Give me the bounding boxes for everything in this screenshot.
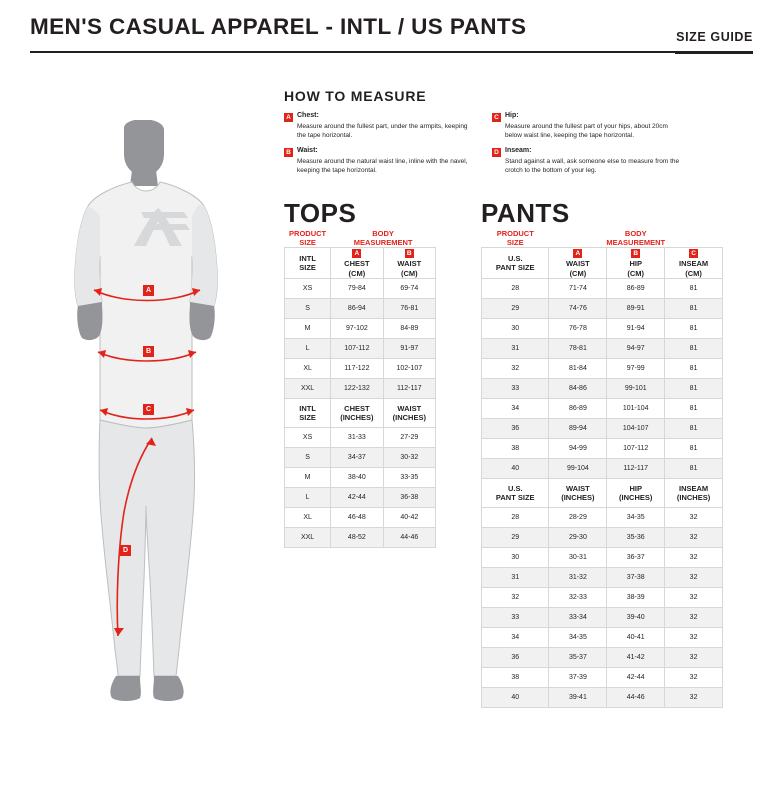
col-line2: (INCHES) bbox=[676, 493, 711, 502]
pants-table-body bbox=[482, 228, 723, 708]
cell-hip: 97-99 bbox=[607, 359, 665, 379]
how-to-item-desc: Stand against a wall, ask someone else to measure from the crotch to the bottom of your leg. bbox=[505, 158, 680, 174]
cell-waist: 84-86 bbox=[549, 379, 607, 399]
col-line1: INSEAM bbox=[678, 483, 709, 493]
table-row bbox=[482, 628, 723, 648]
cell-inseam: 81 bbox=[665, 419, 723, 439]
table-row bbox=[285, 488, 436, 508]
table-row bbox=[482, 359, 723, 379]
cell-inseam: 32 bbox=[665, 588, 723, 608]
cell-inseam: 32 bbox=[665, 528, 723, 548]
figure-label-hip: C bbox=[143, 404, 154, 415]
table-row bbox=[482, 379, 723, 399]
chest-badge-icon: A bbox=[284, 113, 293, 122]
tops-in-col-chest bbox=[331, 399, 383, 428]
cell-hip: 99-101 bbox=[607, 379, 665, 399]
col-line2: PANT SIZE bbox=[495, 493, 535, 502]
cell-size: 36 bbox=[482, 419, 549, 439]
table-row bbox=[285, 468, 436, 488]
tops-body-line2: MEASUREMENT bbox=[353, 237, 413, 247]
how-to-item-label: Waist: bbox=[297, 147, 318, 154]
cell-size: 33 bbox=[482, 379, 549, 399]
pants-in-col-waist bbox=[549, 479, 607, 508]
table-row bbox=[482, 299, 723, 319]
cell-hip: 42-44 bbox=[607, 668, 665, 688]
table-row bbox=[285, 508, 436, 528]
cell-waist: 71-74 bbox=[549, 279, 607, 299]
cell-chest: 48-52 bbox=[331, 528, 383, 548]
table-row bbox=[285, 448, 436, 468]
table-row bbox=[482, 568, 723, 588]
cell-size: 28 bbox=[482, 279, 549, 299]
col-line1: WAIST bbox=[397, 259, 422, 268]
cell-waist: 102-107 bbox=[383, 359, 435, 379]
cell-size: 30 bbox=[482, 548, 549, 568]
tops-product-size-line1: PRODUCT bbox=[289, 228, 327, 238]
cell-waist: 44-46 bbox=[383, 528, 435, 548]
how-to-measure-column-left bbox=[284, 112, 474, 182]
cell-chest: 79-84 bbox=[331, 279, 383, 299]
cell-size: 31 bbox=[482, 339, 549, 359]
hip-badge-icon: C bbox=[492, 113, 501, 122]
pants-cm-col-waist bbox=[549, 248, 607, 279]
cell-waist: 27-29 bbox=[383, 428, 435, 448]
how-to-measure-column-right bbox=[492, 112, 682, 182]
table-row bbox=[482, 588, 723, 608]
page-title: MEN'S CASUAL APPAREL - INTL / US PANTS bbox=[30, 14, 527, 39]
col-line2: PANT SIZE bbox=[495, 263, 535, 272]
col-line2: (INCHES) bbox=[340, 413, 374, 422]
table-row bbox=[482, 439, 723, 459]
cell-waist: 37-39 bbox=[549, 668, 607, 688]
cell-size: XXL bbox=[285, 528, 331, 548]
pants-header-row bbox=[482, 228, 723, 248]
cell-waist: 30-31 bbox=[549, 548, 607, 568]
cell-hip: 107-112 bbox=[607, 439, 665, 459]
cell-hip: 112-117 bbox=[607, 459, 665, 479]
table-row bbox=[482, 688, 723, 708]
cell-size: 33 bbox=[482, 608, 549, 628]
cell-size: 40 bbox=[482, 459, 549, 479]
col-line1: WAIST bbox=[566, 483, 590, 493]
cell-chest: 31-33 bbox=[331, 428, 383, 448]
cell-inseam: 81 bbox=[665, 299, 723, 319]
figure-label-waist: B bbox=[143, 346, 154, 357]
pants-product-size-header bbox=[482, 228, 549, 248]
size-guide-underline bbox=[675, 51, 753, 54]
cell-chest: 46-48 bbox=[331, 508, 383, 528]
table-row bbox=[482, 319, 723, 339]
cell-waist: 35-37 bbox=[549, 648, 607, 668]
pants-cm-column-header-row bbox=[482, 248, 723, 279]
tops-header-row bbox=[285, 228, 436, 248]
cell-waist: 33-34 bbox=[549, 608, 607, 628]
cell-size: 36 bbox=[482, 648, 549, 668]
cell-size: S bbox=[285, 299, 331, 319]
cell-hip: 41-42 bbox=[607, 648, 665, 668]
cell-size: XS bbox=[285, 279, 331, 299]
mannequin-svg bbox=[36, 120, 266, 720]
waist-letter-icon: A bbox=[573, 249, 582, 258]
cell-size: 40 bbox=[482, 688, 549, 708]
cell-size: 32 bbox=[482, 588, 549, 608]
cell-hip: 94-97 bbox=[607, 339, 665, 359]
table-row bbox=[482, 608, 723, 628]
cell-waist: 69-74 bbox=[383, 279, 435, 299]
pants-cm-col-hip bbox=[607, 248, 665, 279]
table-row bbox=[482, 419, 723, 439]
inseam-badge-icon: D bbox=[492, 148, 501, 157]
col-line1: WAIST bbox=[566, 259, 590, 268]
how-to-item-label: Hip: bbox=[505, 112, 519, 119]
tops-body-measurement-header bbox=[331, 228, 436, 248]
how-to-item-desc: Measure around the natural waist line, inline with the navel, keeping the tape horizontal. bbox=[297, 158, 468, 174]
cell-waist: 34-35 bbox=[549, 628, 607, 648]
how-to-item-chest bbox=[284, 112, 474, 140]
col-line1: CHEST bbox=[344, 403, 370, 413]
table-row bbox=[482, 548, 723, 568]
cell-waist: 74-76 bbox=[549, 299, 607, 319]
cell-inseam: 81 bbox=[665, 439, 723, 459]
cell-waist: 31-32 bbox=[549, 568, 607, 588]
table-row bbox=[285, 279, 436, 299]
cell-waist: 40-42 bbox=[383, 508, 435, 528]
tops-product-size-header bbox=[285, 228, 331, 248]
col-line2: (CM) bbox=[627, 268, 645, 278]
col-line1: INTL bbox=[299, 403, 316, 413]
cell-size: 34 bbox=[482, 628, 549, 648]
cell-hip: 86-89 bbox=[607, 279, 665, 299]
cell-chest: 122-132 bbox=[331, 379, 383, 399]
cell-waist: 30-32 bbox=[383, 448, 435, 468]
pants-size-table bbox=[481, 228, 723, 708]
tops-in-col-waist bbox=[383, 399, 435, 428]
col-line1: INTL bbox=[299, 253, 316, 263]
cell-inseam: 32 bbox=[665, 628, 723, 648]
table-row bbox=[482, 528, 723, 548]
table-row bbox=[482, 668, 723, 688]
cell-inseam: 32 bbox=[665, 608, 723, 628]
cell-waist: 91-97 bbox=[383, 339, 435, 359]
cell-inseam: 32 bbox=[665, 508, 723, 528]
hip-letter-icon: B bbox=[631, 249, 640, 258]
cell-size: 38 bbox=[482, 439, 549, 459]
table-row bbox=[482, 339, 723, 359]
table-row bbox=[482, 508, 723, 528]
table-row bbox=[482, 459, 723, 479]
cell-size: 29 bbox=[482, 299, 549, 319]
cell-chest: 107-112 bbox=[331, 339, 383, 359]
how-to-measure-title: HOW TO MEASURE bbox=[284, 88, 427, 104]
cell-waist: 39-41 bbox=[549, 688, 607, 708]
waist-letter-icon: B bbox=[405, 249, 414, 258]
figure-label-chest: A bbox=[143, 285, 154, 296]
cell-hip: 40-41 bbox=[607, 628, 665, 648]
figure-label-inseam: D bbox=[120, 545, 131, 556]
cell-size: 34 bbox=[482, 399, 549, 419]
tops-inches-column-header-row bbox=[285, 399, 436, 428]
table-row bbox=[482, 399, 723, 419]
pants-in-col-size bbox=[482, 479, 549, 508]
cell-hip: 104-107 bbox=[607, 419, 665, 439]
page-header bbox=[30, 14, 753, 48]
cell-inseam: 32 bbox=[665, 688, 723, 708]
tops-body-line1: BODY bbox=[372, 228, 394, 238]
how-to-item-desc: Measure around the fullest part, under the armpits, keeping the tape horizontal. bbox=[297, 123, 468, 139]
pants-product-size-line2: SIZE bbox=[506, 237, 524, 247]
cell-waist: 76-78 bbox=[549, 319, 607, 339]
cell-size: L bbox=[285, 488, 331, 508]
tops-table-body bbox=[285, 228, 436, 548]
table-row bbox=[285, 428, 436, 448]
header-divider bbox=[30, 51, 753, 53]
how-to-item-desc: Measure around the fullest part of your hips, about 20cm below waist line, keeping the tape horizontal. bbox=[505, 123, 668, 139]
cell-inseam: 32 bbox=[665, 648, 723, 668]
col-line2: SIZE bbox=[299, 263, 316, 272]
cell-size: 32 bbox=[482, 359, 549, 379]
col-line2: (INCHES) bbox=[561, 493, 595, 502]
cell-inseam: 81 bbox=[665, 379, 723, 399]
col-line2: (INCHES) bbox=[619, 493, 653, 502]
how-to-item-label: Chest: bbox=[297, 112, 319, 119]
cell-size: S bbox=[285, 448, 331, 468]
cell-size: XXL bbox=[285, 379, 331, 399]
cell-size: 28 bbox=[482, 508, 549, 528]
cell-chest: 38-40 bbox=[331, 468, 383, 488]
cell-waist: 36-38 bbox=[383, 488, 435, 508]
pants-product-size-line1: PRODUCT bbox=[496, 228, 534, 238]
tops-cm-col-chest bbox=[331, 248, 383, 279]
cell-size: 38 bbox=[482, 668, 549, 688]
cell-size: 30 bbox=[482, 319, 549, 339]
cell-chest: 97-102 bbox=[331, 319, 383, 339]
cell-hip: 35-36 bbox=[607, 528, 665, 548]
how-to-measure-section bbox=[284, 88, 754, 182]
cell-waist: 78-81 bbox=[549, 339, 607, 359]
cell-inseam: 32 bbox=[665, 668, 723, 688]
cell-waist: 28-29 bbox=[549, 508, 607, 528]
cell-waist: 81-84 bbox=[549, 359, 607, 379]
cell-inseam: 81 bbox=[665, 279, 723, 299]
col-line1: U.S. bbox=[507, 483, 523, 493]
table-row bbox=[482, 648, 723, 668]
col-line1: CHEST bbox=[344, 259, 370, 268]
cell-waist: 94-99 bbox=[549, 439, 607, 459]
cell-inseam: 81 bbox=[665, 459, 723, 479]
how-to-item-inseam bbox=[492, 147, 682, 175]
inseam-letter-icon: C bbox=[689, 249, 698, 258]
cell-chest: 117-122 bbox=[331, 359, 383, 379]
chest-letter-icon: A bbox=[352, 249, 361, 258]
col-line1: HIP bbox=[629, 259, 642, 268]
cell-waist: 29-30 bbox=[549, 528, 607, 548]
cell-inseam: 81 bbox=[665, 319, 723, 339]
cell-inseam: 81 bbox=[665, 399, 723, 419]
tops-product-size-line2: SIZE bbox=[299, 237, 316, 247]
tops-section-title: TOPS bbox=[284, 198, 357, 228]
pants-cm-col-size bbox=[482, 248, 549, 279]
table-row bbox=[285, 379, 436, 399]
cell-size: M bbox=[285, 468, 331, 488]
cell-waist: 112-117 bbox=[383, 379, 435, 399]
table-row bbox=[285, 339, 436, 359]
cell-chest: 34-37 bbox=[331, 448, 383, 468]
table-row bbox=[285, 528, 436, 548]
pants-inches-column-header-row bbox=[482, 479, 723, 508]
pants-body-measurement-header bbox=[549, 228, 723, 248]
tops-size-table bbox=[284, 228, 436, 548]
cell-hip: 101-104 bbox=[607, 399, 665, 419]
tops-cm-col-waist bbox=[383, 248, 435, 279]
tops-cm-column-header-row bbox=[285, 248, 436, 279]
cell-hip: 38-39 bbox=[607, 588, 665, 608]
col-line1: HIP bbox=[629, 483, 642, 493]
col-line2: (INCHES) bbox=[392, 413, 426, 422]
how-to-item-waist bbox=[284, 147, 474, 175]
col-line2: (CM) bbox=[400, 268, 418, 278]
cell-inseam: 32 bbox=[665, 548, 723, 568]
cell-inseam: 81 bbox=[665, 339, 723, 359]
cell-size: XL bbox=[285, 508, 331, 528]
how-to-item-label: Inseam: bbox=[505, 147, 532, 154]
col-line1: INSEAM bbox=[678, 259, 709, 268]
pants-body-line1: BODY bbox=[624, 228, 647, 238]
table-row bbox=[285, 299, 436, 319]
cell-waist: 99-104 bbox=[549, 459, 607, 479]
waist-badge-icon: B bbox=[284, 148, 293, 157]
table-row bbox=[285, 359, 436, 379]
tops-in-col-size bbox=[285, 399, 331, 428]
col-line1: U.S. bbox=[507, 253, 523, 263]
cell-waist: 84-89 bbox=[383, 319, 435, 339]
col-line2: SIZE bbox=[299, 413, 316, 422]
pants-cm-col-inseam bbox=[665, 248, 723, 279]
cell-inseam: 32 bbox=[665, 568, 723, 588]
cell-hip: 89-91 bbox=[607, 299, 665, 319]
cell-waist: 89-94 bbox=[549, 419, 607, 439]
size-guide-label: SIZE GUIDE bbox=[676, 30, 753, 44]
cell-hip: 34-35 bbox=[607, 508, 665, 528]
table-row bbox=[285, 319, 436, 339]
cell-waist: 76-81 bbox=[383, 299, 435, 319]
pants-in-col-inseam bbox=[665, 479, 723, 508]
col-line2: (CM) bbox=[348, 268, 366, 278]
cell-hip: 39-40 bbox=[607, 608, 665, 628]
cell-hip: 91-94 bbox=[607, 319, 665, 339]
cell-waist: 86-89 bbox=[549, 399, 607, 419]
table-row bbox=[482, 279, 723, 299]
col-line2: (CM) bbox=[685, 268, 702, 278]
pants-in-col-hip bbox=[607, 479, 665, 508]
pants-section-title: PANTS bbox=[481, 198, 570, 228]
cell-waist: 33-35 bbox=[383, 468, 435, 488]
cell-hip: 37-38 bbox=[607, 568, 665, 588]
measurement-illustration bbox=[36, 120, 266, 720]
cell-chest: 86-94 bbox=[331, 299, 383, 319]
tops-cm-col-size bbox=[285, 248, 331, 279]
cell-size: XS bbox=[285, 428, 331, 448]
col-line2: (CM) bbox=[569, 268, 587, 278]
cell-size: 31 bbox=[482, 568, 549, 588]
cell-hip: 44-46 bbox=[607, 688, 665, 708]
cell-size: M bbox=[285, 319, 331, 339]
cell-hip: 36-37 bbox=[607, 548, 665, 568]
cell-size: XL bbox=[285, 359, 331, 379]
how-to-item-hip bbox=[492, 112, 682, 140]
col-line1: WAIST bbox=[397, 403, 422, 413]
pants-body-line2: MEASUREMENT bbox=[606, 237, 666, 247]
cell-size: 29 bbox=[482, 528, 549, 548]
cell-chest: 42-44 bbox=[331, 488, 383, 508]
cell-inseam: 81 bbox=[665, 359, 723, 379]
cell-size: L bbox=[285, 339, 331, 359]
cell-waist: 32-33 bbox=[549, 588, 607, 608]
